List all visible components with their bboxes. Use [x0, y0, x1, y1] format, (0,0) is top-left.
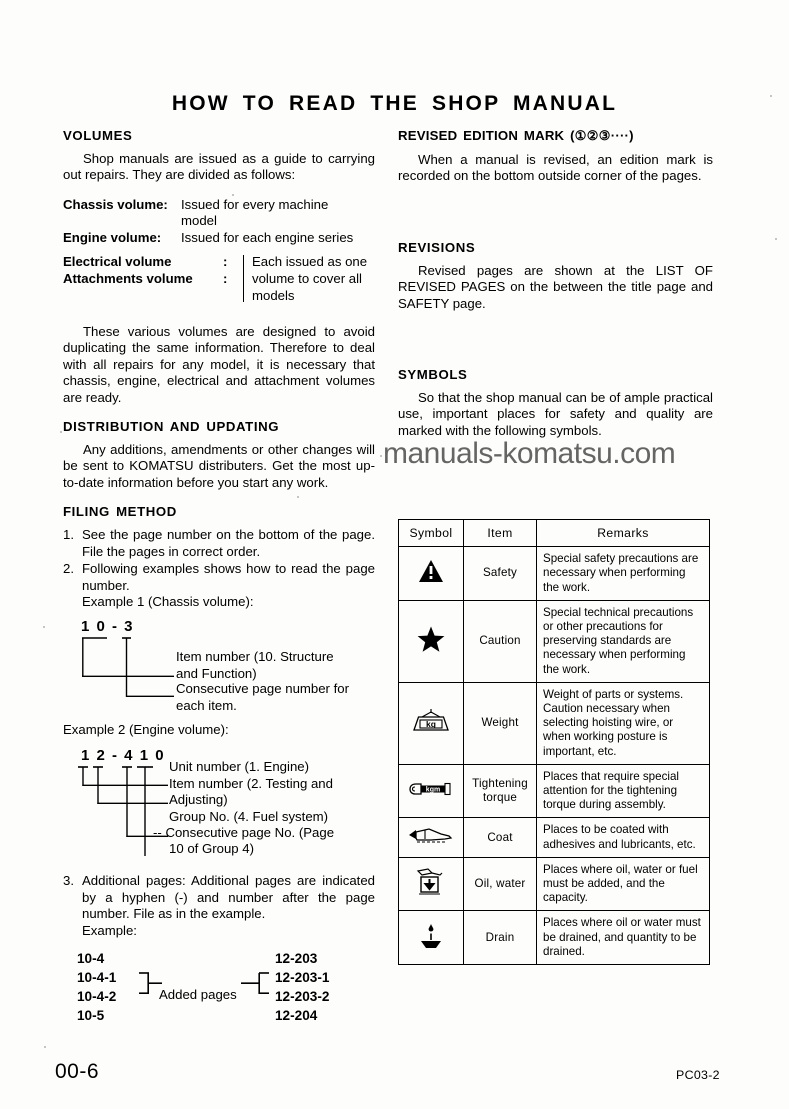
- added-page-l-2: 10-4-1: [77, 969, 117, 985]
- brace-divider-line: [243, 255, 244, 302]
- revisions-body: Revised pages are shown at the LIST OF REVISED PAGES on the between the title page and SAFETY page.: [398, 262, 713, 311]
- brace-colons: [223, 253, 243, 304]
- weight-kg-icon: [408, 708, 454, 734]
- heading-volumes: VOLUMES: [63, 128, 133, 143]
- symbol-cell-torque: [399, 764, 464, 818]
- volume-label-chassis: Chassis volume:: [63, 196, 168, 212]
- right-column: [398, 128, 713, 452]
- volume-label-engine: Engine volume:: [63, 229, 162, 245]
- symbol-remarks-torque: Places that require special attention for the tightening torque during assembly.: [537, 764, 710, 818]
- table-row: [399, 818, 710, 857]
- brace-label-electrical: Electrical volume: [63, 254, 172, 270]
- table-row: [399, 682, 710, 764]
- example-1-diagram: [63, 618, 375, 713]
- added-pages-right-list: [275, 949, 329, 1025]
- symbol-remarks-oil-water: Places where oil, water or fuel must be added, and the capacity.: [537, 857, 710, 911]
- heading-filing-method: FILING METHOD: [63, 504, 177, 520]
- symbol-item-weight: Weight: [464, 682, 537, 764]
- example-1-label-consecutive: [176, 681, 349, 714]
- brace-colon-1: :: [223, 254, 228, 270]
- star-icon: [417, 626, 445, 653]
- example-1-label-line-3: Consecutive page number for: [176, 681, 350, 697]
- example-2-label-consecutive: -- Consecutive page No. (Page: [153, 824, 335, 840]
- warning-triangle-icon: [418, 559, 444, 583]
- volumes-intro: Shop manuals are issued as a guide to carrying out repairs. They are divided as follows:: [63, 151, 375, 183]
- scan-speck: [297, 496, 299, 498]
- symbol-cell-coat: [399, 818, 464, 857]
- volumes-brace-group: [63, 253, 375, 304]
- example-2-code: 1 2 - 4 1 0: [81, 747, 166, 765]
- volume-value-engine: Issued for each engine series: [181, 229, 354, 245]
- volume-value-chassis: Issued for every machine: [181, 196, 329, 212]
- added-page-r-4: 12-204: [275, 1007, 318, 1023]
- example-2-label-group: Group No. (4. Fuel system): [169, 808, 329, 824]
- grease-gun-coat-icon: [407, 826, 455, 846]
- scan-speck: [44, 1046, 46, 1048]
- example-1-label-line-1: Item number (10. Structure: [176, 649, 334, 665]
- symbol-item-oil-water: Oil, water: [464, 857, 537, 911]
- symbols-header-symbol: Symbol: [399, 520, 464, 547]
- heading-revisions: REVISIONS: [398, 239, 476, 255]
- symbol-item-coat: Coat: [464, 818, 537, 857]
- symbol-cell-drain: [399, 911, 464, 965]
- filing-step-3-number: 3.: [63, 873, 74, 889]
- heading-revised-edition-mark: REVISED EDITION MARK (①②③····): [398, 128, 634, 143]
- filing-step-3-text: Additional pages: Additional pages are indicated by a hyphen (-) and number after the page number. File as in the example.: [82, 873, 375, 922]
- symbols-table-header-row: [399, 520, 710, 547]
- table-row: [399, 764, 710, 818]
- scan-speck: [60, 431, 62, 433]
- example1-caption: Example 1 (Chassis volume):: [82, 593, 254, 609]
- footer-model-code: PC03-2: [676, 1068, 720, 1082]
- table-row: [399, 600, 710, 682]
- symbol-item-safety: Safety: [464, 547, 537, 601]
- filing-step-3: [63, 873, 375, 939]
- example-2-label-adjusting: Adjusting): [169, 792, 228, 808]
- added-page-l-1: 10-4: [77, 950, 105, 966]
- symbol-cell-oil-water: [399, 857, 464, 911]
- volume-row-engine: [63, 230, 375, 246]
- example-1-label-line-4: each item.: [176, 697, 237, 713]
- footer-page-number: 00-6: [55, 1060, 100, 1083]
- symbol-cell-safety: [399, 547, 464, 601]
- example-2-label-group-page: 10 of Group 4): [169, 841, 255, 857]
- added-page-l-3: 10-4-2: [77, 988, 117, 1004]
- brace-colon-2: :: [223, 271, 228, 287]
- symbols-body: So that the shop manual can be of ample practical use, important places for safety and quality are marked with the following symbols.: [398, 390, 713, 438]
- brace-label-attachments: Attachments volume: [63, 271, 193, 287]
- oil-water-fill-icon: [414, 867, 448, 897]
- added-page-r-3: 12-203-2: [275, 988, 330, 1004]
- symbols-table: [398, 519, 710, 965]
- filing-step-2-number: 2.: [63, 561, 74, 577]
- example3-caption: Example:: [82, 922, 137, 938]
- page-title: HOW TO READ THE SHOP MANUAL: [171, 92, 618, 115]
- volume-row-chassis: [63, 197, 375, 213]
- table-row: [399, 911, 710, 965]
- drain-icon: [414, 922, 448, 950]
- example-2-label-unit: Unit number (1. Engine): [169, 759, 310, 775]
- example-2-labels: [153, 759, 335, 857]
- added-pages-diagram: [63, 949, 375, 1027]
- filing-step-2-text: Following examples shows how to read the page number.: [82, 561, 375, 593]
- symbols-header-remarks: Remarks: [537, 520, 710, 547]
- scan-speck: [232, 194, 234, 196]
- volumes-outro: These various volumes are designed to avoid duplicating the same information. Therefore to deal with all repairs for any model, it is necessary that chassis, engine, electrical and attachment volumes are ready.: [63, 324, 375, 405]
- example-1-label-line-2: and Function): [176, 665, 257, 681]
- example-1-code: 1 0 - 3: [81, 618, 135, 636]
- filing-step-1-number: 1.: [63, 527, 74, 543]
- brace-text: Each issued as one volume to cover all models: [252, 254, 368, 304]
- symbol-cell-caution: [399, 600, 464, 682]
- brace-labels: [63, 253, 223, 304]
- added-pages-label: Added pages: [159, 986, 237, 1002]
- symbol-remarks-safety: Special safety precautions are necessary when performing the work.: [537, 547, 710, 601]
- filing-step-2: [63, 561, 375, 610]
- volumes-definition-list: [63, 197, 375, 246]
- watermark: manuals-komatsu.com: [383, 437, 676, 470]
- symbol-cell-weight: [399, 682, 464, 764]
- filing-steps: [63, 527, 375, 610]
- added-pages-left-list: [77, 949, 116, 1025]
- filing-step-3-wrap: [63, 873, 375, 939]
- table-row: [399, 857, 710, 911]
- table-row: [399, 547, 710, 601]
- filing-step-1: [63, 527, 375, 560]
- scan-speck: [380, 455, 382, 457]
- example2-caption: Example 2 (Engine volume):: [63, 722, 229, 738]
- left-column: [63, 128, 375, 1027]
- symbols-header-item: Item: [464, 520, 537, 547]
- svg-text:kg: kg: [426, 719, 436, 730]
- symbol-remarks-caution: Special technical precautions or other precautions for preserving standards are necessary when performing the work.: [537, 600, 710, 682]
- scan-speck: [770, 95, 772, 97]
- scan-speck: [775, 238, 777, 240]
- revised-edition-body: When a manual is revised, an edition mark is recorded on the bottom outside corner of the pages.: [398, 152, 713, 184]
- symbol-remarks-drain: Places where oil or water must be drained, and quantity to be drained.: [537, 911, 710, 965]
- added-page-l-4: 10-5: [77, 1007, 105, 1023]
- svg-text:kgm: kgm: [425, 786, 441, 794]
- example-1-label-item: [176, 649, 334, 682]
- example-2-label-item: Item number (2. Testing and: [169, 775, 333, 791]
- added-page-r-1: 12-203: [275, 950, 318, 966]
- symbol-remarks-coat: Places to be coated with adhesives and lubricants, etc.: [537, 818, 710, 857]
- symbol-item-caution: Caution: [464, 600, 537, 682]
- filing-step-1-text: See the page number on the bottom of the page. File the pages in correct order.: [82, 527, 375, 559]
- distribution-body: Any additions, amendments or other changes will be sent to KOMATSU distributers. Get the most up-to-date information before you start any work.: [63, 442, 375, 490]
- added-page-r-2: 12-203-1: [275, 969, 330, 985]
- torque-wrench-icon: [407, 778, 455, 800]
- example-2-diagram: [63, 747, 375, 867]
- heading-symbols: SYMBOLS: [398, 367, 468, 383]
- symbol-item-drain: Drain: [464, 911, 537, 965]
- symbol-remarks-weight: Weight of parts or systems. Caution necessary when selecting hoisting wire, or when working posture is important, etc.: [537, 682, 710, 764]
- volume-cont-chassis: model: [181, 213, 217, 229]
- heading-distribution: DISTRIBUTION AND UPDATING: [63, 419, 280, 435]
- symbol-item-torque: Tightening torque: [464, 764, 537, 818]
- scan-speck: [43, 626, 45, 628]
